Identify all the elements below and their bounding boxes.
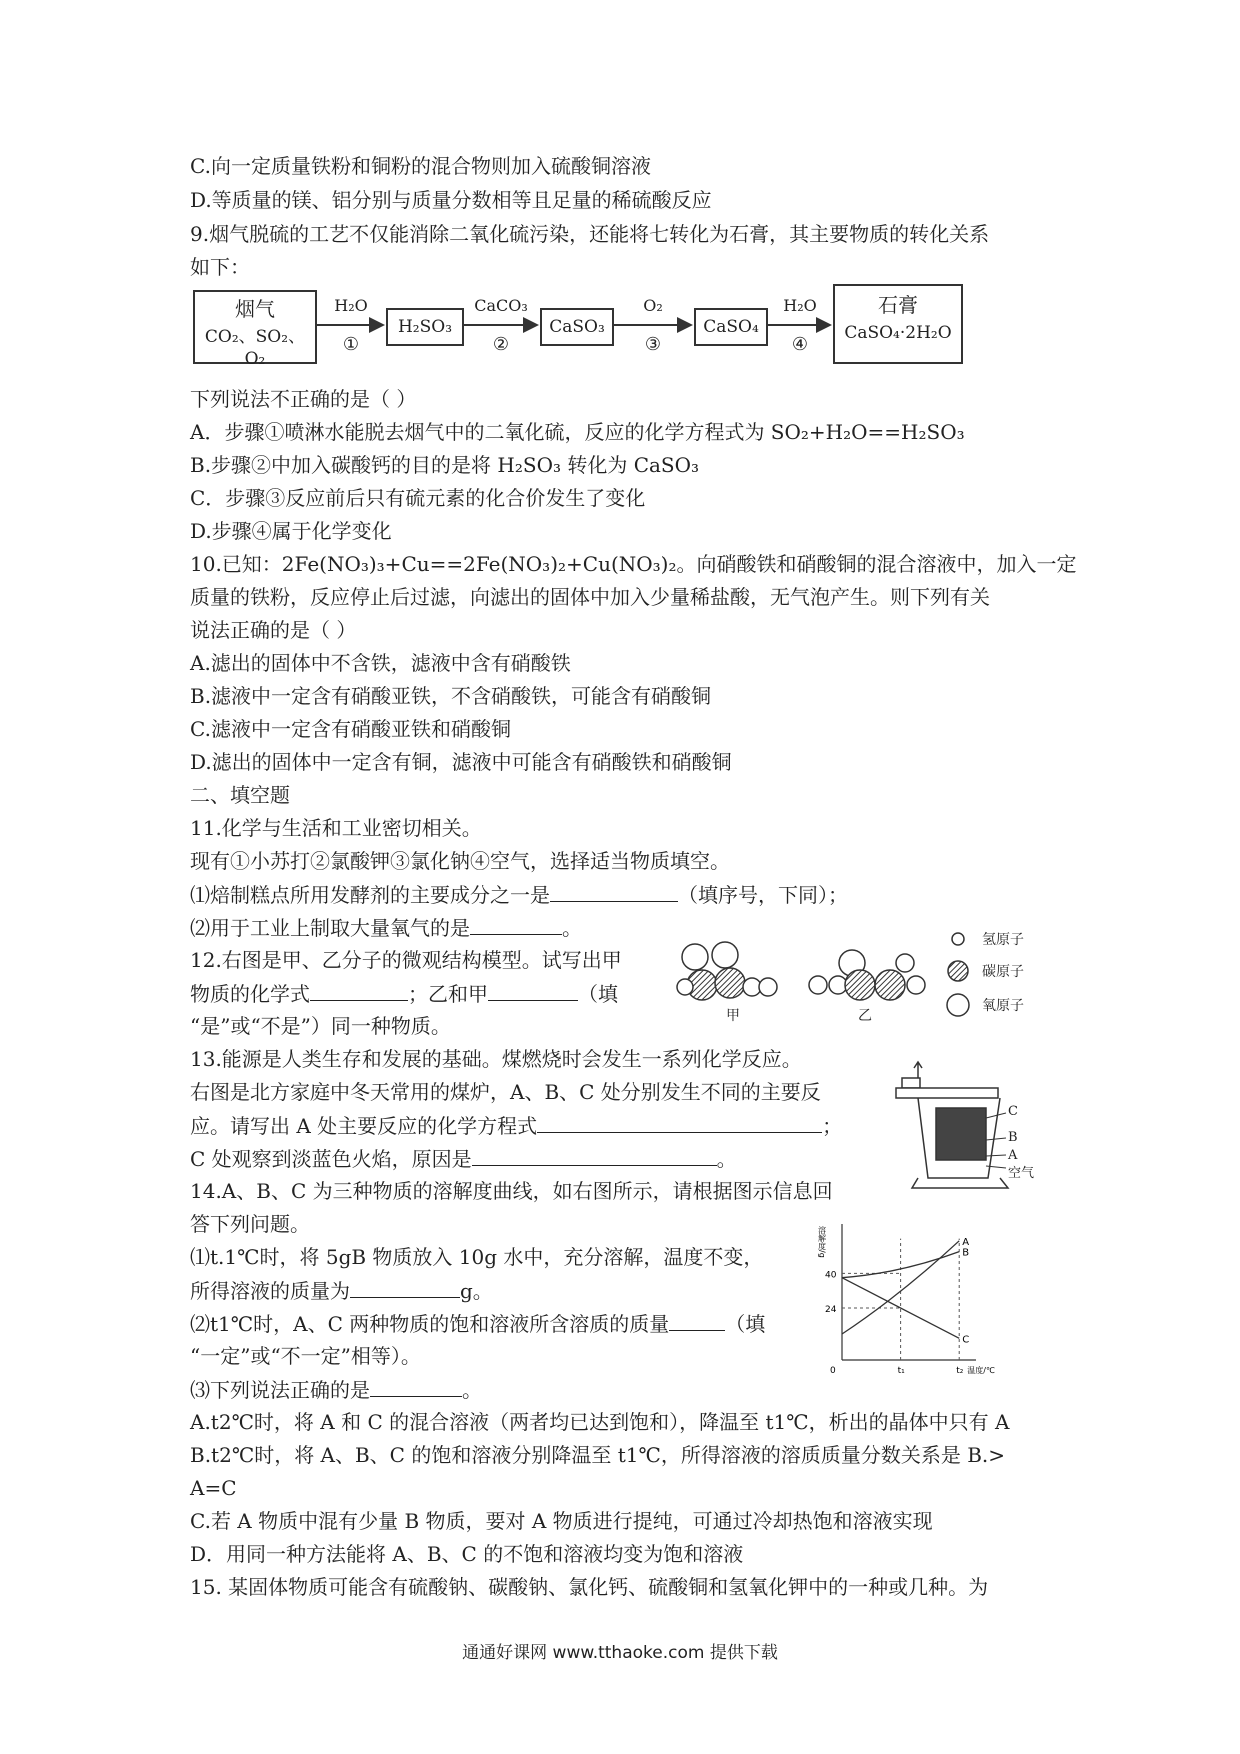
answer-blank[interactable]: [470, 914, 562, 935]
legend-hydrogen-icon: [952, 933, 964, 945]
legend-oxygen-icon: [947, 994, 969, 1016]
answer-blank[interactable]: [472, 1145, 717, 1166]
q11-part2-end: 。: [562, 916, 582, 940]
option-d-q10: D.滤出的固体中一定含有铜，滤液中可能含有硝酸铁和硝酸铜: [190, 750, 732, 774]
solubility-chart-svg: [817, 1218, 995, 1382]
question-15-stem: 15. 某固体物质可能含有硫酸钠、碳酸钠、氯化钙、硫酸铜和氢氧化钾中的一种或几种。为: [190, 1575, 989, 1599]
y-axis-label: 溶解度/g: [817, 1226, 827, 1258]
molecule-yi: [809, 950, 925, 1000]
answer-blank[interactable]: [537, 1112, 822, 1133]
legend-hydrogen-label: 氢原子: [982, 932, 1024, 948]
question-13-line-3: [190, 1112, 842, 1139]
question-13-line-4: [190, 1145, 737, 1172]
q14-text-c: ⑵t1℃时，A、C 两种物质的饱和溶液所含溶质的质量: [190, 1312, 670, 1336]
answer-blank[interactable]: [370, 1376, 462, 1397]
question-9-prompt: 下列说法不正确的是（ ）: [190, 387, 417, 411]
question-14-part-1: ⑴t.1℃时，将 5gB 物质放入 10g 水中，充分溶解，温度不变，: [190, 1245, 764, 1269]
y-tick-label: 24: [825, 1305, 837, 1315]
legend-carbon-label: 碳原子: [982, 964, 1024, 980]
q12-text-b: ；乙和甲: [408, 982, 488, 1006]
q11-part1-note: （填序号，下同）；: [678, 883, 848, 907]
option-c-q10: C.滤液中一定含有硝酸亚铁和硝酸铜: [190, 717, 511, 741]
option-d-q9: D.步骤④属于化学变化: [190, 519, 392, 543]
solubility-chart: [817, 1218, 995, 1382]
caso4-box: CaSO₄: [694, 308, 768, 346]
q12-text-a: 物质的化学式: [190, 982, 310, 1006]
option-d-q8: D.等质量的镁、铝分别与质量分数相等且足量的稀硫酸反应: [190, 188, 712, 212]
question-11-options: 现有①小苏打②氯酸钾③氯化钠④空气，选择适当物质填空。: [190, 849, 730, 873]
answer-blank[interactable]: [669, 1310, 725, 1331]
q14-text-a: 所得溶液的质量为: [190, 1279, 350, 1303]
stove-label-c: C: [1008, 1104, 1018, 1119]
question-10-stem-2: 质量的铁粉，反应停止后过滤，向滤出的固体中加入少量稀盐酸，无气泡产生。则下列有关: [190, 585, 990, 609]
pointer-c: [986, 1113, 1006, 1118]
x-tick-label: t₁: [897, 1366, 905, 1376]
curve-label-C: C: [962, 1334, 970, 1346]
desulfurization-flow-diagram: [193, 290, 963, 375]
section-heading-fill-blank: 二、填空题: [190, 783, 290, 807]
flue-gas-title: 烟气: [235, 297, 275, 321]
coal-stove-figure: [888, 1058, 1038, 1198]
answer-blank[interactable]: [310, 980, 408, 1001]
legend-oxygen-label: 氧原子: [982, 998, 1024, 1014]
question-9-stem-cont: 如下：: [190, 255, 250, 279]
option-b-q10: B.滤液中一定含有硝酸亚铁，不含硝酸铁，可能含有硝酸铜: [190, 684, 712, 708]
q13-text-d: 。: [716, 1147, 737, 1171]
option-a-q9: A．步骤①喷淋水能脱去烟气中的二氧化硫，反应的化学方程式为 SO₂+H₂O==H₂SO₃: [190, 420, 965, 444]
page-footer: 通通好课网 www.tthaoke.com 提供下载: [462, 1643, 778, 1663]
h2so3-box: H₂SO₃: [386, 308, 464, 346]
x-tick-label: t₂: [956, 1366, 964, 1376]
option-b-q14-cont: A=C: [190, 1476, 237, 1500]
legend-carbon-icon: [948, 961, 968, 981]
option-c-q14: C.若 A 物质中混有少量 B 物质，要对 A 物质进行提纯，可通过冷却热饱和溶液实现: [190, 1509, 933, 1533]
pointer-b: [986, 1138, 1006, 1140]
pointer-a: [986, 1155, 1006, 1156]
y-tick-label: 40: [825, 1270, 837, 1281]
question-11-part-2: [190, 914, 582, 941]
q14-text-b: g。: [460, 1279, 493, 1303]
stove-label-a: A: [1008, 1148, 1018, 1163]
molecule-model-figure: [680, 925, 1040, 1025]
step2-number: ②: [492, 334, 510, 355]
stove-label-b: B: [1008, 1130, 1018, 1145]
question-14-part-3: [190, 1376, 482, 1403]
flow-arrows: [193, 290, 963, 375]
q13-text-c: C 处观察到淡蓝色火焰，原因是: [190, 1147, 472, 1171]
step3-reagent: O₂: [643, 296, 663, 315]
question-10-stem: 10.已知：2Fe(NO₃)₃+Cu==2Fe(NO₃)₂+Cu(NO₃)₂。向硝酸铁和硝酸铜的混合溶液中，加入一定: [190, 552, 1077, 576]
caso3-box: CaSO₃: [540, 308, 614, 346]
question-12-line-2: [190, 980, 618, 1007]
option-a-q14: A.t2℃时，将 A 和 C 的混合溶液（两者均已达到饱和），降温至 t1℃，析出的晶体中只有 A: [190, 1410, 1010, 1434]
option-c-q8: C.向一定质量铁粉和铜粉的混合物则加入硫酸铜溶液: [190, 154, 651, 178]
q11-part2-text: ⑵用于工业上制取大量氧气的是: [190, 916, 470, 940]
option-b-q9: B.步骤②中加入碳酸钙的目的是将 H₂SO₃ 转化为 CaSO₃: [190, 453, 700, 477]
question-14-part-2: [190, 1310, 765, 1337]
question-10-prompt: 说法正确的是（ ）: [190, 618, 357, 642]
step1-number: ①: [342, 334, 360, 355]
question-12-stem: 12.右图是甲、乙分子的微观结构模型。试写出甲: [190, 948, 622, 972]
answer-blank[interactable]: [350, 1277, 460, 1298]
label-yi: 乙: [858, 1008, 872, 1024]
question-13-stem: 13.能源是人类生存和发展的基础。煤燃烧时会发生一系列化学反应。: [190, 1047, 802, 1071]
gypsum-formula: CaSO₄·2H₂O: [844, 323, 952, 343]
step4-reagent: H₂O: [783, 296, 817, 315]
q14-text-f: 。: [462, 1378, 482, 1402]
option-a-q10: A.滤出的固体中不含铁，滤液中含有硝酸铁: [190, 651, 571, 675]
q11-part1-text: ⑴焙制糕点所用发酵剂的主要成分之一是: [190, 883, 550, 907]
x-tick-label: 0: [830, 1366, 836, 1376]
question-9-stem: 9.烟气脱硫的工艺不仅能消除二氧化硫污染，还能将七转化为石膏，其主要物质的转化关系: [190, 222, 990, 246]
question-14-stem: 14.A、B、C 为三种物质的溶解度曲线，如右图所示，请根据图示信息回: [190, 1179, 833, 1203]
step1-reagent: H₂O: [334, 296, 368, 315]
question-14-part-2-cont: “一定”或“不一定”相等）。: [190, 1344, 421, 1368]
stove-label-air: 空气: [1008, 1166, 1035, 1181]
flue-gas-components: CO₂、SO₂、O₂: [204, 327, 306, 369]
question-11-part-1: [190, 881, 848, 908]
q13-text-a: 应。请写出 A 处主要反应的化学方程式: [190, 1114, 538, 1138]
option-d-q14: D．用同一种方法能将 A、B、C 的不饱和溶液均变为饱和溶液: [190, 1542, 744, 1566]
step3-number: ③: [644, 334, 662, 355]
question-14-stem-2: 答下列问题。: [190, 1212, 310, 1236]
answer-blank[interactable]: [488, 980, 578, 1001]
step2-reagent: CaCO₃: [474, 296, 528, 315]
x-axis-label: 温度/℃: [967, 1366, 995, 1375]
label-jia: 甲: [726, 1008, 740, 1024]
q14-text-e: ⑶下列说法正确的是: [190, 1378, 370, 1402]
question-13-line-2: 右图是北方家庭中冬天常用的煤炉，A、B、C 处分别发生不同的主要反: [190, 1080, 821, 1104]
option-b-q14: B.t2℃时，将 A、B、C 的饱和溶液分别降温至 t1℃，所得溶液的溶质质量分数关系是 B.>: [190, 1443, 1006, 1467]
molecule-jia: [677, 942, 777, 1000]
curve-label-B: B: [962, 1247, 970, 1259]
question-12-line-3: “是”或“不是”）同一种物质。: [190, 1014, 451, 1038]
curve-label-A: A: [962, 1236, 970, 1248]
q12-text-c: （填: [578, 982, 618, 1006]
question-11-stem: 11.化学与生活和工业密切相关。: [190, 816, 482, 840]
gypsum-title: 石膏: [878, 293, 918, 317]
answer-blank[interactable]: [550, 881, 678, 902]
q14-text-d: （填: [725, 1312, 766, 1336]
q13-text-b: ；: [822, 1114, 843, 1138]
question-14-part-1-cont: [190, 1277, 493, 1304]
option-c-q9: C．步骤③反应前后只有硫元素的化合价发生了变化: [190, 486, 646, 510]
step4-number: ④: [791, 334, 809, 355]
